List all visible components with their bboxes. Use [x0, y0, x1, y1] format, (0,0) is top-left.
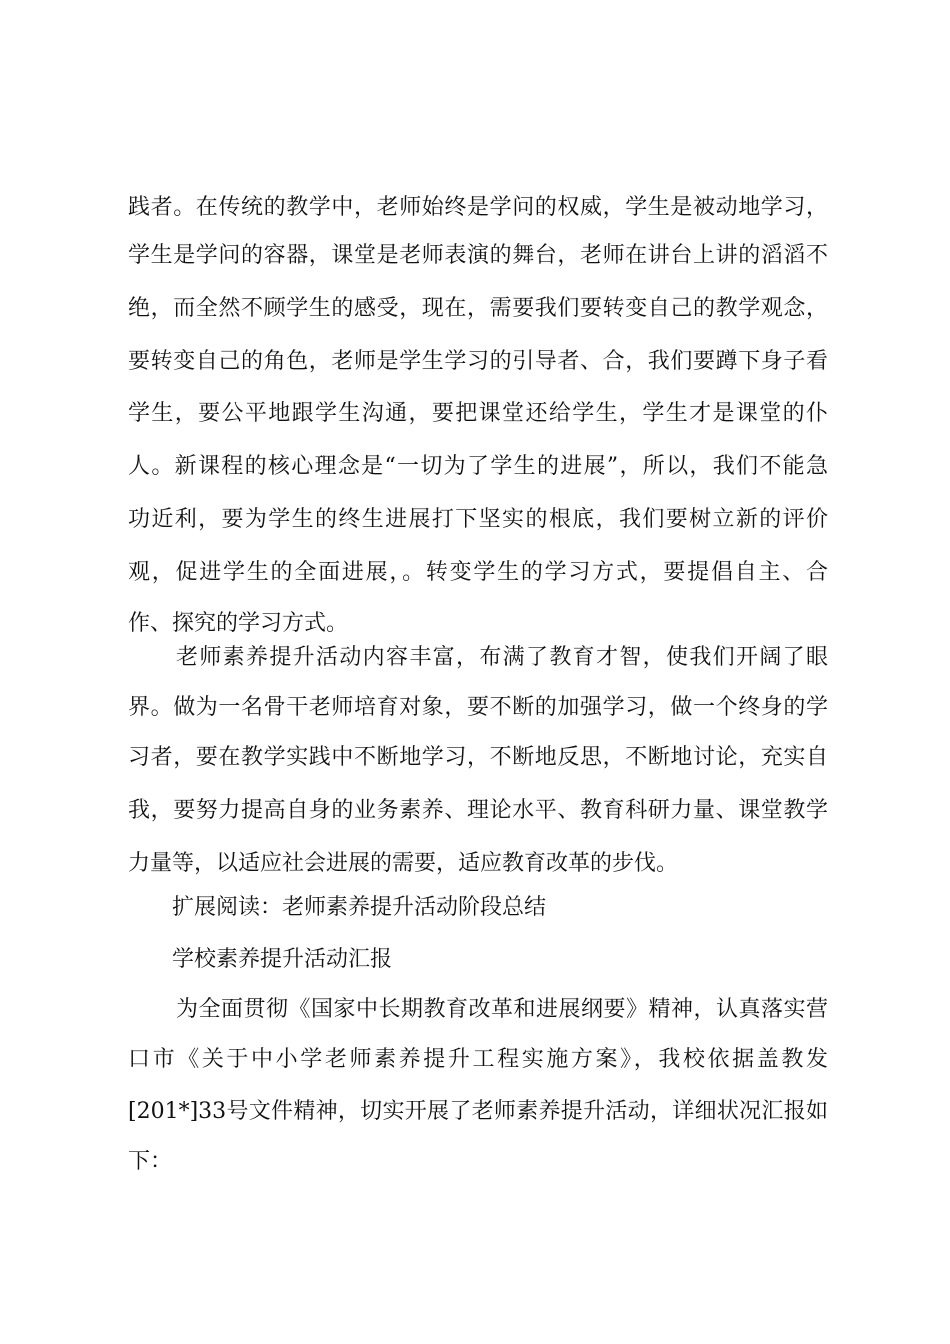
paragraph-2-line-2: 界。做为一名骨干老师培育对象，要不断的加强学习，做一个终身的学 — [128, 695, 828, 720]
paragraph-3-line-1: 为全面贯彻《国家中长期教育改革和进展纲要》精神，认真落实营 — [176, 997, 828, 1022]
body-line-9: 作、探究的学习方式。 — [128, 611, 349, 636]
paragraph-3-line-4: 下： — [128, 1149, 173, 1174]
paragraph-3-line-3: [201*]33号文件精神，切实开展了老师素养提升活动，详细状况汇报如 — [128, 1099, 828, 1124]
body-line-8: 观，促进学生的全面进展，。转变学生的学习方式，要提倡自主、合 — [128, 560, 828, 585]
paragraph-2-line-5: 力量等，以适应社会进展的需要，适应教育改革的步伐。 — [128, 851, 679, 876]
body-line-1: 践者。在传统的教学中，老师始终是学问的权威，学生是被动地学习， — [128, 195, 828, 220]
body-line-6: 人。新课程的核心理念是“一切为了学生的进展”，所以，我们不能急 — [128, 454, 828, 479]
paragraph-2-line-3: 习者，要在教学实践中不断地学习，不断地反思，不断地讨论，充实自 — [128, 745, 828, 770]
body-line-5: 学生，要公平地跟学生沟通，要把课堂还给学生，学生才是课堂的仆 — [128, 401, 828, 426]
body-line-4: 要转变自己的角色，老师是学生学习的引导者、合，我们要蹲下身子看 — [128, 349, 828, 374]
body-line-2: 学生是学问的容器，课堂是老师表演的舞台，老师在讲台上讲的滔滔不 — [128, 243, 828, 268]
extended-reading-heading: 扩展阅读：老师素养提升活动阶段总结 — [172, 895, 547, 920]
report-title: 学校素养提升活动汇报 — [172, 947, 393, 972]
paragraph-2-line-1: 老师素养提升活动内容丰富，布满了教育才智，使我们开阔了眼 — [176, 645, 828, 670]
paragraph-2-line-4: 我，要努力提高自身的业务素养、理论水平、教育科研力量、课堂教学 — [128, 798, 828, 823]
body-line-7: 功近利，要为学生的终生进展打下坚实的根底，我们要树立新的评价 — [128, 507, 828, 532]
paragraph-3-line-2: 口市《关于中小学老师素养提升工程实施方案》，我校依据盖教发 — [128, 1047, 828, 1072]
body-line-3: 绝，而全然不顾学生的感受，现在，需要我们要转变自己的教学观念， — [128, 296, 828, 321]
